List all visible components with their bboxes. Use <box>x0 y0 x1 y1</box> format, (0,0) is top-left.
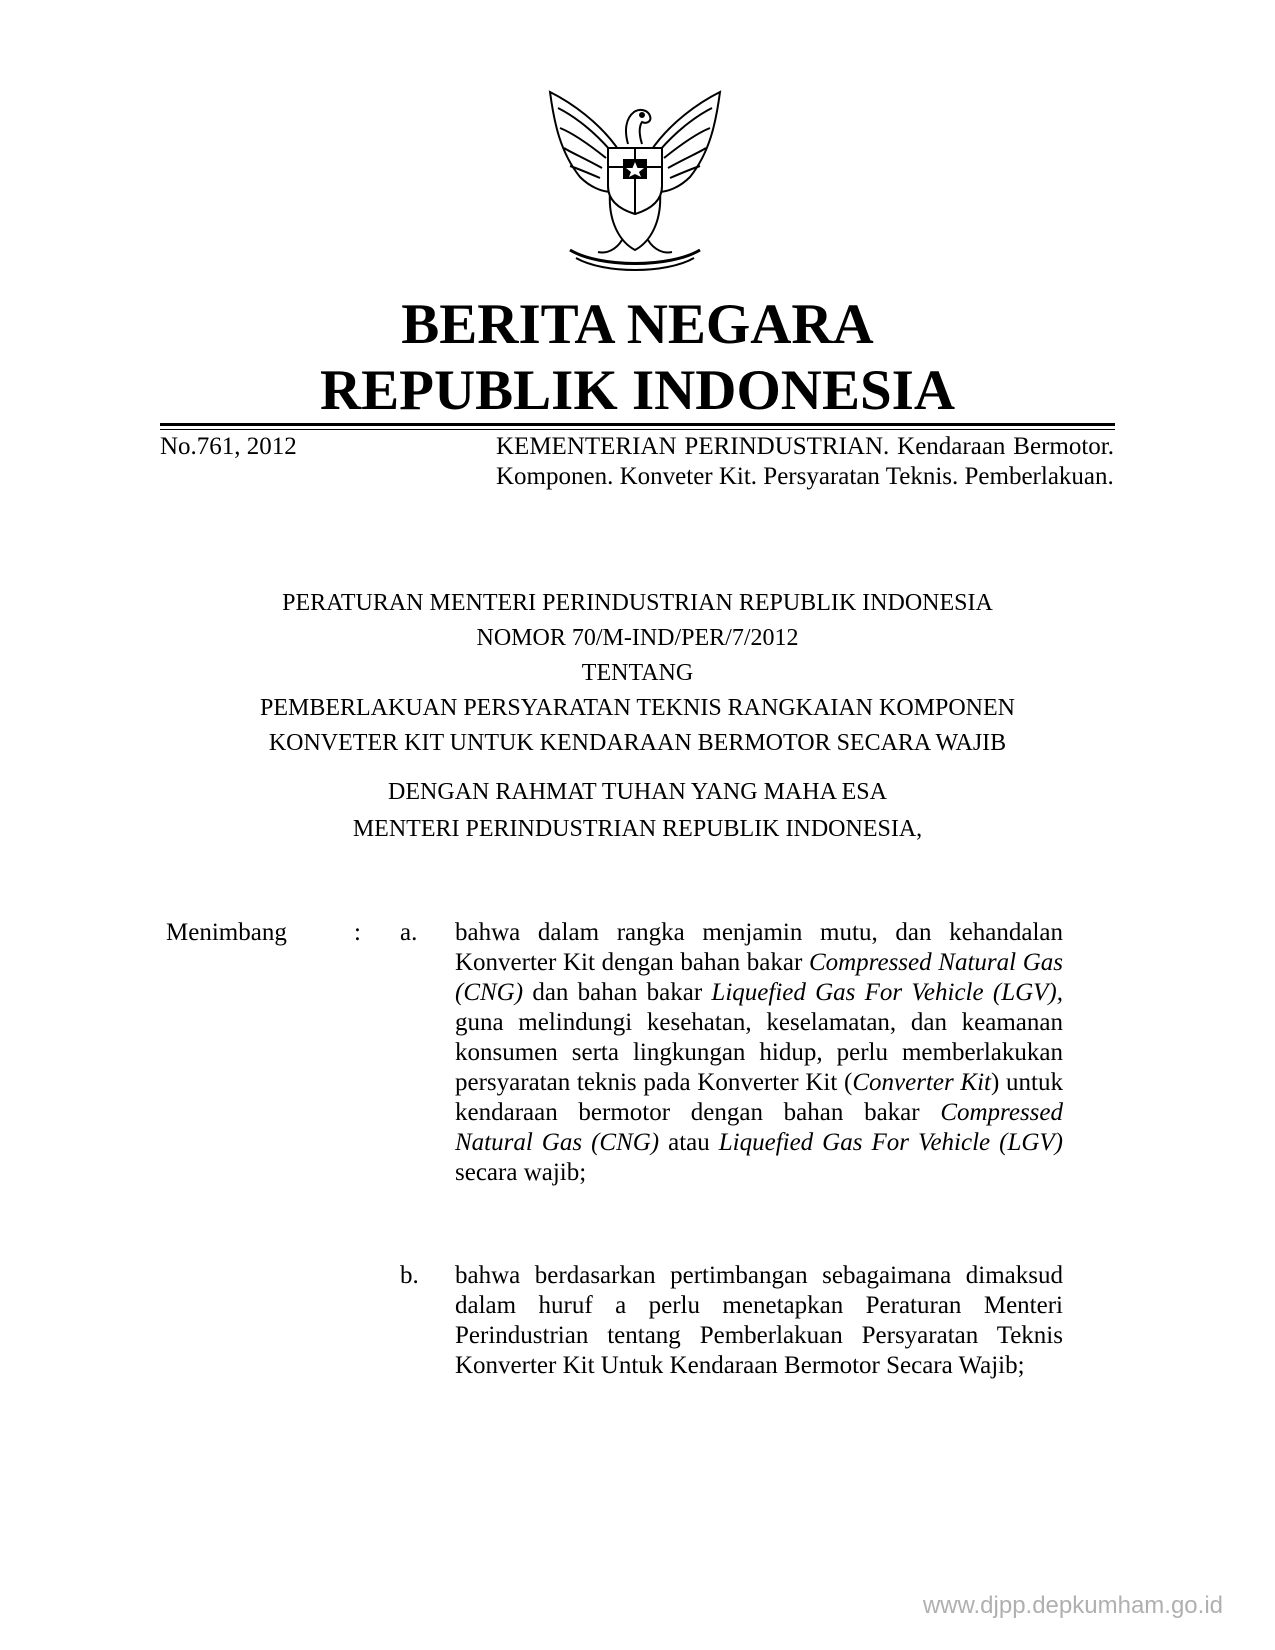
regulation-subject-line2: KONVETER KIT UNTUK KENDARAAN BERMOTOR SECARA WAJIB <box>268 730 1007 756</box>
item-a-term-cng-2: Compressed Natural Gas (CNG) <box>455 1099 1063 1156</box>
considering-item-b-letter: b. <box>400 1262 419 1289</box>
gazette-summary: KEMENTERIAN PERINDUSTRIAN. Kendaraan Bermotor. Komponen. Konveter Kit. Persyaratan Teknis. Pemberlakuan. <box>496 433 1114 490</box>
header-rule-thick <box>160 423 1115 426</box>
gazette-masthead <box>0 292 1275 424</box>
source-watermark: www.djpp.depkumham.go.id <box>922 1592 1223 1619</box>
item-a-seg-6: ) untuk kendaraan bermotor dengan bahan bakar <box>455 1069 1063 1126</box>
garuda-emblem-icon <box>540 82 730 274</box>
considering-label: Menimbang <box>166 919 287 946</box>
item-a-term-converter-kit: Converter Kit <box>852 1069 991 1096</box>
item-a-seg-0: bahwa dalam rangka menjamin mutu, dan kehandalan Konverter Kit dengan bahan bakar <box>455 919 1063 976</box>
opening-line2: MENTERI PERINDUSTRIAN REPUBLIK INDONESIA, <box>352 816 923 842</box>
considering-colon: : <box>354 919 361 946</box>
considering-item-b-text: bahwa berdasarkan pertimbangan sebagaimana dimaksud dalam huruf a perlu menetapkan Peraturan Menteri Perindustrian tentang Pemberlakuan Persyaratan Teknis Konverter Kit Untuk Kendaraan Bermotor Secara Wajib; <box>455 1262 1063 1379</box>
considering-item-a-letter: a. <box>400 919 418 946</box>
item-a-seg-10: secara wajib; <box>455 1159 587 1186</box>
header-rule-thin <box>160 429 1115 430</box>
opening-line1: DENGAN RAHMAT TUHAN YANG MAHA ESA <box>388 779 887 805</box>
regulation-title-line1: PERATURAN MENTERI PERINDUSTRIAN REPUBLIK INDONESIA <box>282 590 993 616</box>
item-a-term-lgv-2: Liquefied Gas For Vehicle (LGV) <box>718 1129 1063 1156</box>
regulation-about: TENTANG <box>581 660 694 686</box>
item-a-term-lgv: Liquefied Gas For Vehicle (LGV), <box>711 979 1063 1006</box>
item-a-seg-8: atau <box>659 1129 719 1156</box>
item-a-seg-4: guna melindungi kesehatan, keselamatan, dan keamanan konsumen serta lingkungan hidup, perlu memberlakukan persyaratan teknis pada Konverter Kit ( <box>455 1009 1063 1096</box>
item-a-seg-2: dan bahan bakar <box>523 979 712 1006</box>
regulation-subject-line1: PEMBERLAKUAN PERSYARATAN TEKNIS RANGKAIAN KOMPONEN <box>259 695 1015 721</box>
opening-formula <box>0 774 1275 848</box>
regulation-title <box>0 586 1275 761</box>
item-a-term-cng: Compressed Natural Gas (CNG) <box>455 949 1063 1006</box>
regulation-number: NOMOR 70/M-IND/PER/7/2012 <box>476 625 799 651</box>
masthead-title-line2: REPUBLIK INDONESIA <box>319 359 956 422</box>
masthead-title-line1: BERITA NEGARA <box>401 293 874 356</box>
considering-item-a-text <box>455 918 1063 1188</box>
gazette-number: No.761, 2012 <box>160 433 297 460</box>
